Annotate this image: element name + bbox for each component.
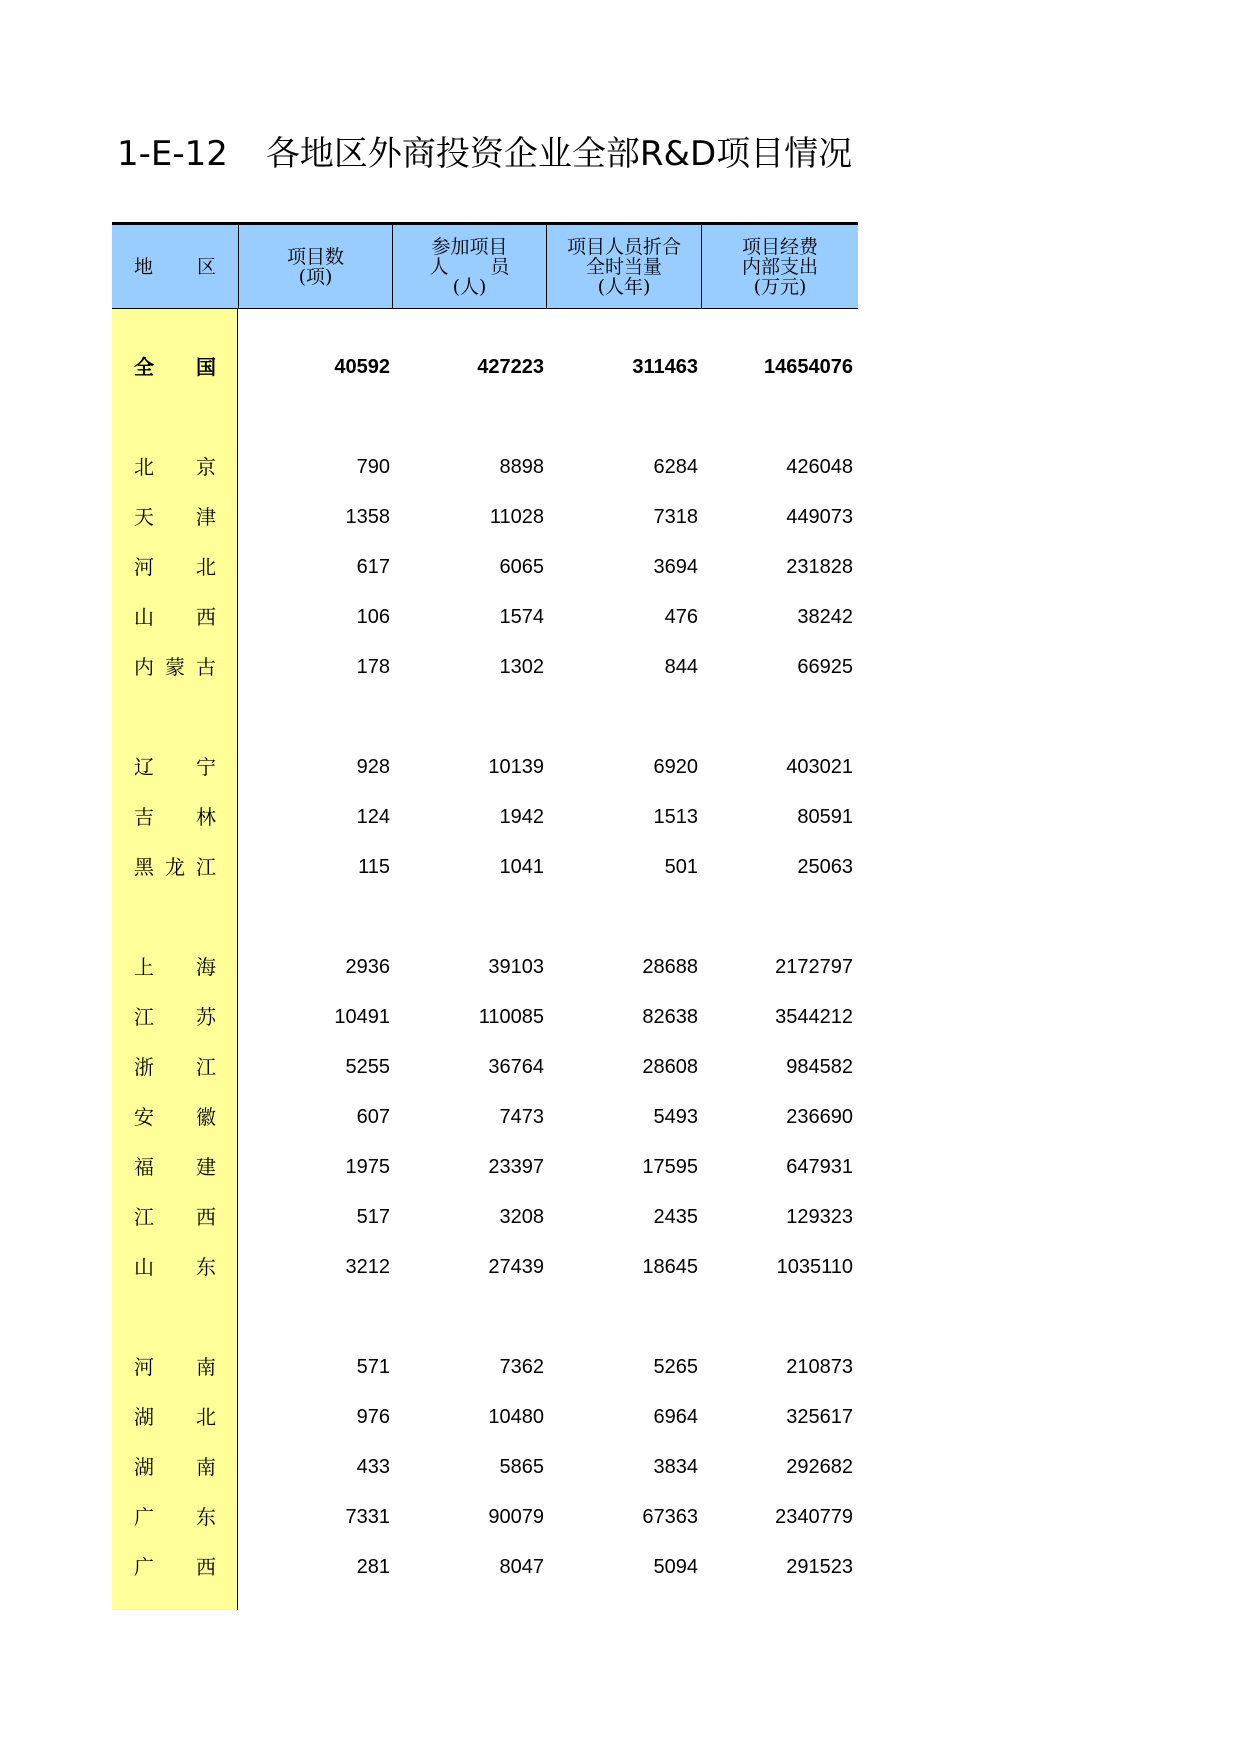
expenditure-cell: 1035110 — [776, 1256, 853, 1278]
region-name-char: 京 — [196, 455, 216, 479]
projects-cell: 40592 — [334, 356, 390, 378]
region-name-char: 南 — [196, 1355, 216, 1379]
header-projects-unit: (项) — [298, 266, 333, 288]
region-name — [134, 1447, 216, 1487]
expenditure-cell: 291523 — [786, 1556, 853, 1578]
table-row — [112, 747, 858, 787]
expenditure-cell: 25063 — [797, 856, 853, 878]
projects-cell: 115 — [358, 856, 390, 878]
header-personnel — [392, 225, 546, 309]
header-fte-line-2: 全时当量 — [585, 256, 662, 278]
personnel-cell: 7473 — [499, 1106, 544, 1128]
projects-cell: 617 — [356, 556, 390, 578]
projects-cell: 178 — [356, 656, 390, 678]
table-row — [112, 1547, 858, 1587]
expenditure-cell: 3544212 — [775, 1006, 853, 1028]
region-name — [134, 847, 216, 887]
header-personnel-line-1: 参加项目 — [431, 236, 508, 258]
header-projects-line-1: 项目数 — [286, 246, 344, 268]
region-name — [134, 647, 216, 687]
personnel-cell: 10480 — [488, 1406, 544, 1428]
expenditure-cell: 325617 — [786, 1406, 853, 1428]
table-row — [112, 997, 858, 1037]
table-code: 1-E-12 — [117, 134, 228, 174]
projects-cell: 106 — [356, 606, 390, 628]
projects-cell: 433 — [356, 1456, 390, 1478]
expenditure-cell: 403021 — [786, 756, 853, 778]
projects-cell: 517 — [356, 1206, 390, 1228]
table-row — [112, 1497, 858, 1537]
expenditure-cell: 647931 — [786, 1156, 853, 1178]
region-name — [134, 1047, 216, 1087]
header-expenditure-line-2: 内部支出 — [741, 256, 818, 278]
header-personnel-char-2: 员 — [490, 256, 510, 278]
table-row — [112, 1397, 858, 1437]
region-name — [134, 1147, 216, 1187]
expenditure-cell: 231828 — [786, 556, 853, 578]
table-row — [112, 447, 858, 487]
personnel-cell: 1302 — [499, 656, 544, 678]
fte-cell: 1513 — [653, 806, 698, 828]
page-title — [117, 126, 852, 175]
table-row-total — [112, 347, 858, 387]
expenditure-cell: 129323 — [786, 1206, 853, 1228]
header-region-char-1: 地 — [134, 256, 154, 278]
region-name-char: 苏 — [196, 1005, 216, 1029]
header-fte-unit: (人年) — [597, 276, 651, 298]
personnel-cell: 6065 — [499, 556, 544, 578]
region-name-char: 辽 — [134, 755, 154, 779]
region-name-char: 山 — [134, 1255, 154, 1279]
region-name-char: 蒙 — [165, 655, 185, 679]
region-name — [134, 497, 216, 537]
fte-cell: 28608 — [642, 1056, 698, 1078]
fte-cell: 3694 — [653, 556, 698, 578]
region-name — [134, 347, 216, 387]
fte-cell: 501 — [664, 856, 698, 878]
table-row — [112, 1347, 858, 1387]
projects-cell: 571 — [356, 1356, 390, 1378]
header-expenditure — [701, 225, 858, 309]
region-name-char: 江 — [134, 1005, 154, 1029]
table-row — [112, 647, 858, 687]
region-name-char: 西 — [196, 605, 216, 629]
table-row — [112, 947, 858, 987]
region-name — [134, 447, 216, 487]
expenditure-cell: 426048 — [786, 456, 853, 478]
personnel-cell: 1041 — [499, 856, 544, 878]
personnel-cell: 8047 — [499, 1556, 544, 1578]
header-fte — [546, 225, 701, 309]
header-personnel-char-1: 人 — [429, 256, 449, 278]
personnel-cell: 10139 — [488, 756, 544, 778]
expenditure-cell: 2340779 — [775, 1506, 853, 1528]
region-name — [134, 1197, 216, 1237]
region-name-char: 古 — [196, 655, 216, 679]
fte-cell: 6284 — [653, 456, 698, 478]
header-fte-line-1: 项目人员折合 — [566, 236, 681, 258]
region-name-char: 福 — [134, 1155, 154, 1179]
region-name-char: 天 — [134, 505, 154, 529]
region-name — [134, 747, 216, 787]
expenditure-cell: 38242 — [797, 606, 853, 628]
region-name-char: 北 — [196, 1405, 216, 1429]
expenditure-cell: 984582 — [786, 1056, 853, 1078]
region-name-char: 海 — [196, 955, 216, 979]
personnel-cell: 23397 — [488, 1156, 544, 1178]
region-name-char: 河 — [134, 555, 154, 579]
projects-cell: 1358 — [345, 506, 390, 528]
fte-cell: 5493 — [653, 1106, 698, 1128]
region-name-char: 安 — [134, 1105, 154, 1129]
table-row — [112, 797, 858, 837]
expenditure-cell: 210873 — [786, 1356, 853, 1378]
region-name-char: 北 — [196, 555, 216, 579]
projects-cell: 5255 — [345, 1056, 390, 1078]
table-row — [112, 1097, 858, 1137]
expenditure-cell: 80591 — [797, 806, 853, 828]
region-name-char: 建 — [196, 1155, 216, 1179]
region-name-char: 上 — [134, 955, 154, 979]
fte-cell: 311463 — [632, 356, 698, 378]
region-name-char: 全 — [134, 355, 154, 379]
region-name-char: 广 — [134, 1505, 154, 1529]
region-name-char: 徽 — [196, 1105, 216, 1129]
personnel-cell: 5865 — [499, 1456, 544, 1478]
region-name — [134, 1097, 216, 1137]
personnel-cell: 1942 — [499, 806, 544, 828]
header-region — [112, 225, 238, 309]
region-name — [134, 797, 216, 837]
fte-cell: 6964 — [653, 1406, 698, 1428]
expenditure-cell: 236690 — [786, 1106, 853, 1128]
region-name — [134, 1497, 216, 1537]
fte-cell: 5094 — [653, 1556, 698, 1578]
projects-cell: 281 — [356, 1556, 390, 1578]
header-projects — [238, 225, 392, 309]
expenditure-cell: 14654076 — [764, 356, 853, 378]
personnel-cell: 8898 — [499, 456, 544, 478]
projects-cell: 3212 — [345, 1256, 390, 1278]
projects-cell: 1975 — [345, 1156, 390, 1178]
fte-cell: 82638 — [642, 1006, 698, 1028]
region-name — [134, 1347, 216, 1387]
region-name-char: 东 — [196, 1505, 216, 1529]
expenditure-cell: 2172797 — [775, 956, 853, 978]
region-name-char: 津 — [196, 505, 216, 529]
fte-cell: 6920 — [653, 756, 698, 778]
region-name-char: 广 — [134, 1555, 154, 1579]
personnel-cell: 1574 — [499, 606, 544, 628]
header-personnel-line-2 — [430, 257, 510, 277]
table-row — [112, 497, 858, 537]
fte-cell: 17595 — [642, 1156, 698, 1178]
expenditure-cell: 292682 — [786, 1456, 853, 1478]
header-region-char-2: 区 — [196, 256, 216, 278]
projects-cell: 10491 — [334, 1006, 390, 1028]
fte-cell: 844 — [664, 656, 698, 678]
region-name-char: 浙 — [134, 1055, 154, 1079]
table-body — [112, 309, 858, 1610]
region-name-char: 湖 — [134, 1405, 154, 1429]
personnel-cell: 39103 — [488, 956, 544, 978]
table-row — [112, 547, 858, 587]
fte-cell: 476 — [664, 606, 698, 628]
personnel-cell: 427223 — [477, 356, 544, 378]
region-name-char: 江 — [134, 1205, 154, 1229]
personnel-cell: 90079 — [488, 1506, 544, 1528]
region-name-char: 南 — [196, 1455, 216, 1479]
personnel-cell: 11028 — [489, 506, 544, 528]
region-name-char: 林 — [196, 805, 216, 829]
region-name-char: 山 — [134, 605, 154, 629]
region-name — [134, 1547, 216, 1587]
table-row — [112, 847, 858, 887]
region-name-char: 国 — [196, 355, 216, 379]
region-name-char: 吉 — [134, 805, 154, 829]
region-name-char: 北 — [134, 455, 154, 479]
region-name — [134, 1397, 216, 1437]
projects-cell: 976 — [356, 1406, 390, 1428]
personnel-cell: 110085 — [478, 1006, 544, 1028]
region-name — [134, 1247, 216, 1287]
table-row — [112, 1147, 858, 1187]
projects-cell: 124 — [356, 806, 390, 828]
projects-cell: 928 — [356, 756, 390, 778]
projects-cell: 7331 — [345, 1506, 390, 1528]
region-name — [134, 947, 216, 987]
region-name-char: 西 — [196, 1205, 216, 1229]
region-name — [134, 547, 216, 587]
fte-cell: 28688 — [642, 956, 698, 978]
header-expenditure-line-1: 项目经费 — [741, 236, 818, 258]
personnel-cell: 36764 — [488, 1056, 544, 1078]
personnel-cell: 7362 — [499, 1356, 544, 1378]
table-row — [112, 1047, 858, 1087]
fte-cell: 18645 — [642, 1256, 698, 1278]
region-name — [134, 997, 216, 1037]
projects-cell: 2936 — [345, 956, 390, 978]
region-name — [134, 597, 216, 637]
region-name-char: 湖 — [134, 1455, 154, 1479]
region-name-char: 黑 — [134, 855, 154, 879]
table-row — [112, 1197, 858, 1237]
table-row — [112, 1447, 858, 1487]
header-personnel-unit: (人) — [452, 276, 487, 298]
expenditure-cell: 66925 — [797, 656, 853, 678]
region-name-char: 江 — [196, 855, 216, 879]
region-name-char: 龙 — [165, 855, 185, 879]
table-header — [112, 225, 858, 309]
region-name-char: 宁 — [196, 755, 216, 779]
table-title: 各地区外商投资企业全部R&D项目情况 — [265, 134, 853, 174]
projects-cell: 790 — [356, 456, 390, 478]
region-name-char: 东 — [196, 1255, 216, 1279]
region-name-char: 西 — [196, 1555, 216, 1579]
table-row — [112, 597, 858, 637]
projects-cell: 607 — [356, 1106, 390, 1128]
expenditure-cell: 449073 — [786, 506, 853, 528]
personnel-cell: 27439 — [488, 1256, 544, 1278]
fte-cell: 5265 — [653, 1356, 698, 1378]
table-row — [112, 1247, 858, 1287]
fte-cell: 7318 — [653, 506, 698, 528]
header-expenditure-unit: (万元) — [753, 276, 807, 298]
region-name-char: 内 — [134, 655, 154, 679]
region-name-char: 江 — [196, 1055, 216, 1079]
fte-cell: 2435 — [653, 1206, 698, 1228]
fte-cell: 67363 — [642, 1506, 698, 1528]
region-name-char: 河 — [134, 1355, 154, 1379]
fte-cell: 3834 — [653, 1456, 698, 1478]
personnel-cell: 3208 — [499, 1206, 544, 1228]
